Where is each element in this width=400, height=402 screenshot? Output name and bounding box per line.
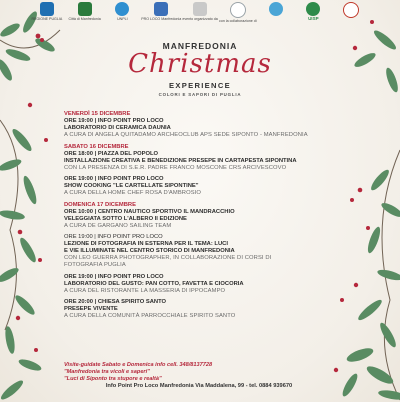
logo-partner (257, 2, 295, 16)
logo-label: PRO LOCO Manfredonia (141, 17, 182, 21)
event-block (64, 299, 356, 320)
event-block (64, 274, 356, 295)
event-line: FOTOGRAFIA PUGLIA (64, 262, 126, 268)
tour-title-2: "Luci di Siponto tra stupore e realtà" (64, 375, 162, 382)
event-line: ORE 18:00 | PIAZZA DEL POPOLO (64, 150, 159, 157)
event-line: E VIE ILLUMINATE NEL CENTRO STORICO DI MANFREDONIA (64, 248, 235, 254)
event-line: LEZIONE DI FOTOGRAFIA IN ESTERNA PER IL TEMA: LUCI (64, 241, 228, 247)
event-block (64, 144, 356, 172)
event-date: DOMENICA 17 DICEMBRE (64, 201, 136, 208)
event-line: ORE 10:00 | CENTRO NAUTICO SPORTIVO IL MANDRACCHIO (64, 208, 235, 215)
city-title: MANFREDONIA (162, 41, 238, 51)
event-line: LABORATORIO DEL GUSTO: PAN COTTO, FAVETTA E CIOCORIA (64, 280, 244, 287)
logo-shield (332, 2, 370, 18)
logo-label: con la collaborazione di (219, 19, 257, 23)
event-line: LABORATORIO DI CERAMICA DAUNIA (64, 125, 171, 131)
event-line: A CURA DEL RISTORANTE LA MASSERIA DI IPPOCAMPO (64, 287, 226, 294)
event-line: ORE 19:00 | INFO POINT PRO LOCO (64, 234, 163, 240)
logo-uisp (294, 2, 332, 21)
logo-unpli (104, 2, 142, 21)
event-block (64, 176, 356, 197)
event-block (64, 202, 356, 230)
logo-pro-loco (141, 2, 181, 21)
logo-label: Città di Manfredonia (68, 17, 101, 21)
partner-icon (269, 2, 283, 16)
sponsor-logos (28, 2, 370, 32)
logo-organizer (181, 2, 219, 21)
info-point-contact: Info Point Pro Loco Manfredonia Via Maddalena, 99 - tel. 0884 939670 (105, 383, 293, 390)
footer (64, 362, 364, 390)
logo-region (28, 2, 66, 21)
event-line: CON LA PRESENZA DI S.E.R. PADRE FRANCO MOSCONE CRS ARCIVESCOVO (64, 164, 287, 171)
event-line: ORE 19:00 | INFO POINT PRO LOCO (64, 273, 164, 280)
event-line: ORE 20:00 | CHIESA SPIRITO SANTO (64, 299, 167, 305)
pro-loco-icon (154, 2, 168, 16)
event-block (64, 111, 356, 139)
event-line: A CURA DE GARGANO SAILING TEAM (64, 222, 172, 229)
event-program (64, 111, 356, 325)
event-line: PRESEPE VIVENTE (64, 306, 118, 312)
event-block (64, 234, 356, 269)
city-crest-icon (78, 2, 92, 16)
event-line: A CURA DI ANGELA QUITADAMO ARCHEOCLUB APS SEDE SIPONTO - MANFREDONIA (64, 132, 308, 138)
shield-icon (343, 2, 359, 18)
logo-label: UISP (308, 16, 319, 21)
logo-city (66, 2, 104, 21)
event-line: SHOW COOKING "LE CARTELLATE SIPONTINE" (64, 183, 199, 189)
experience-title: EXPERIENCE (169, 81, 231, 90)
event-line: CON LEO GUERRA PHOTOGRAPHER, IN COLLABORAZIONE DI CORSI DI (64, 255, 272, 261)
logo-label: UNPLI (117, 17, 128, 21)
collab-icon (230, 2, 246, 18)
event-line: A CURA DELLA HOME CHEF ROSA D'AMBROSIO (64, 190, 201, 196)
logo-label: evento organizzato da (182, 17, 218, 21)
unpli-icon (115, 2, 129, 16)
event-line: ORE 19:00 | INFO POINT PRO LOCO (64, 118, 164, 124)
event-date: VENERDÌ 15 DICEMBRE (64, 111, 131, 117)
christmas-title: Christmas (128, 49, 272, 79)
guided-tours-info: Visite-guidate Sabato e Domenica info cell. 348/8137728 (64, 362, 213, 368)
region-crest-icon (40, 2, 54, 16)
event-line: A CURA DELLA COMUNITÀ PARROCCHIALE SPIRITO SANTO (64, 313, 236, 319)
tour-title-1: "Manfredonia tra vicoli e saperi" (64, 368, 150, 375)
event-line: VELEGGIATA SOTTO L'ALBERO II EDIZIONE (64, 215, 187, 222)
tagline: COLORI E SAPORI DI PUGLIA (158, 92, 242, 97)
logo-collab (219, 2, 257, 23)
logo-label: REGIONE PUGLIA (31, 17, 63, 21)
event-line: INSTALLAZIONE CREATIVA E BENEDIZIONE PRESEPE IN CARTAPESTA SIPONTINA (64, 157, 297, 164)
event-date: SABATO 16 DICEMBRE (64, 143, 129, 150)
organizer-icon (193, 2, 207, 16)
event-line: ORE 19:00 | INFO POINT PRO LOCO (64, 176, 164, 182)
uisp-icon (306, 2, 320, 16)
